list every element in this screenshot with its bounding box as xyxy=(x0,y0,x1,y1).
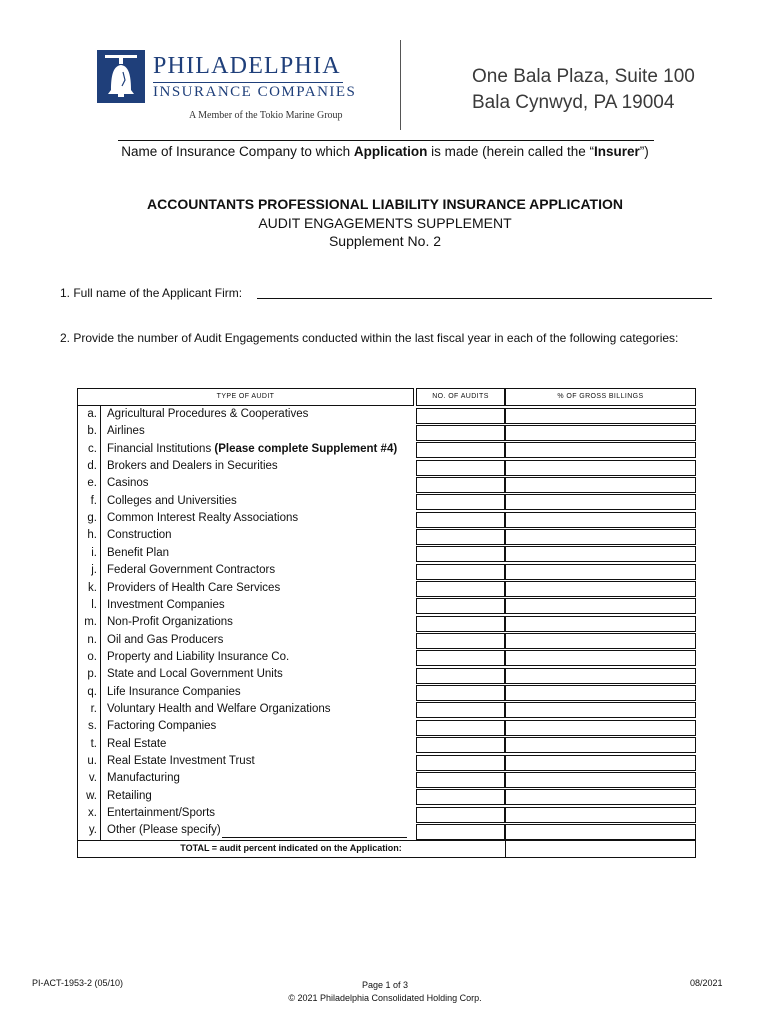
table-row xyxy=(77,424,414,441)
logo-subtitle: INSURANCE COMPANIES xyxy=(153,84,357,100)
row-label-text: Federal Government Contractors xyxy=(107,564,276,577)
row-label-note: (Please complete Supplement #4) xyxy=(214,442,398,455)
table-row xyxy=(77,685,414,702)
form-id: PI-ACT-1953-2 (05/10) xyxy=(32,978,124,988)
row-letter: k. xyxy=(88,581,97,594)
table-border-bottom xyxy=(77,857,505,858)
table-row xyxy=(77,823,414,840)
row-label-text: Oil and Gas Producers xyxy=(107,633,224,646)
header-no-of-audits: NO. OF AUDITS xyxy=(416,388,505,406)
row-letter: b. xyxy=(87,425,97,438)
row-label xyxy=(107,460,278,472)
pct-gross-billings-field[interactable] xyxy=(505,546,696,562)
row-label-text: Real Estate Investment Trust xyxy=(107,755,255,767)
insurer-name-field[interactable] xyxy=(118,140,654,141)
row-label xyxy=(107,616,233,628)
row-label xyxy=(107,477,149,489)
pct-gross-billings-field[interactable] xyxy=(505,789,696,805)
row-label xyxy=(107,738,166,750)
table-row xyxy=(77,581,414,598)
pct-gross-billings-field[interactable] xyxy=(505,442,696,458)
row-label xyxy=(107,720,216,732)
pct-gross-billings-field[interactable] xyxy=(505,737,696,753)
applicant-firm-name-field[interactable] xyxy=(257,298,712,299)
row-letter: n. xyxy=(87,633,97,646)
row-label-text: Other (Please specify) xyxy=(107,824,221,837)
row-letter: r. xyxy=(90,702,97,715)
insurer-label: Name of Insurance Company to which Application is made (herein called the “Insurer”) xyxy=(121,144,649,159)
row-label-text: Colleges and Universities xyxy=(107,494,237,507)
no-of-audits-field[interactable] xyxy=(416,633,505,649)
row-letter: o. xyxy=(87,650,97,663)
row-label xyxy=(107,495,237,507)
page-number: Page 1 of 3 xyxy=(361,980,409,990)
row-label-text: State and Local Government Units xyxy=(107,668,283,681)
no-of-audits-field[interactable] xyxy=(416,668,505,684)
table-row xyxy=(77,702,414,719)
row-letter: g. xyxy=(87,512,97,525)
row-label-text: Voluntary Health and Welfare Organizations xyxy=(107,702,331,715)
no-of-audits-field[interactable] xyxy=(416,477,505,493)
pct-gross-billings-field[interactable] xyxy=(505,772,696,788)
table-row xyxy=(77,563,414,580)
pct-gross-billings-field[interactable] xyxy=(505,408,696,424)
pct-gross-billings-field[interactable] xyxy=(505,668,696,684)
row-label-text: Benefit Plan xyxy=(107,546,170,559)
row-label-text: Manufacturing xyxy=(107,772,180,785)
question-2: 2. Provide the number of Audit Engagements conducted within the last fiscal year in each of the following categories: xyxy=(60,331,679,345)
row-letter: q. xyxy=(87,685,97,698)
row-letter: d. xyxy=(87,460,97,473)
pct-gross-billings-field[interactable] xyxy=(505,720,696,736)
row-letter: j. xyxy=(91,564,97,577)
copyright: © 2021 Philadelphia Consolidated Holding Corp. xyxy=(288,993,482,1003)
row-label xyxy=(107,668,283,680)
pct-gross-billings-field[interactable] xyxy=(505,425,696,441)
pct-gross-billings-field[interactable] xyxy=(505,564,696,580)
no-of-audits-field[interactable] xyxy=(416,494,505,510)
header-pct-gross-billings: % OF GROSS BILLINGS xyxy=(505,388,696,406)
table-row xyxy=(77,737,414,754)
page-title: ACCOUNTANTS PROFESSIONAL LIABILITY INSURANCE APPLICATION xyxy=(146,196,623,212)
row-letter: x. xyxy=(88,807,97,820)
table-row xyxy=(77,511,414,528)
header-type-of-audit: TYPE OF AUDIT xyxy=(77,388,414,406)
page-subtitle: AUDIT ENGAGEMENTS SUPPLEMENT xyxy=(258,215,512,231)
table-row xyxy=(77,667,414,684)
row-label xyxy=(107,547,169,559)
row-label xyxy=(107,512,298,524)
no-of-audits-field[interactable] xyxy=(416,564,505,580)
row-label-text: Non-Profit Organizations xyxy=(107,616,233,629)
supplement-number: Supplement No. 2 xyxy=(328,233,442,249)
row-label xyxy=(107,772,180,784)
row-label xyxy=(107,408,308,420)
row-label-text: Construction xyxy=(107,529,172,542)
row-letter: w. xyxy=(86,789,97,802)
row-letter: l. xyxy=(91,598,97,611)
pct-gross-billings-field[interactable] xyxy=(505,702,696,718)
table-row xyxy=(77,754,414,771)
row-letter: s. xyxy=(88,720,97,733)
row-label-text: Airlines xyxy=(107,425,145,438)
no-of-audits-field[interactable] xyxy=(416,720,505,736)
no-of-audits-field[interactable] xyxy=(416,772,505,788)
row-letter: u. xyxy=(87,755,97,767)
no-of-audits-field[interactable] xyxy=(416,581,505,597)
audit-table xyxy=(77,388,696,858)
table-row xyxy=(77,650,414,667)
row-label-text: Factoring Companies xyxy=(107,720,217,733)
row-label-text: Investment Companies xyxy=(107,598,225,611)
no-of-audits-field[interactable] xyxy=(416,737,505,753)
row-letter: c. xyxy=(88,442,97,455)
company-logo xyxy=(97,50,357,130)
pct-gross-billings-field[interactable] xyxy=(505,650,696,666)
no-of-audits-field[interactable] xyxy=(416,807,505,823)
no-of-audits-field[interactable] xyxy=(416,824,505,840)
total-label: TOTAL = audit percent indicated on the Application: xyxy=(180,843,402,853)
row-letter: h. xyxy=(87,529,97,542)
question-1: 1. Full name of the Applicant Firm: xyxy=(60,286,243,300)
table-row xyxy=(77,494,414,511)
liberty-bell-icon xyxy=(97,50,145,103)
table-row xyxy=(77,806,414,823)
row-label-text: Retailing xyxy=(107,789,152,802)
pct-gross-billings-field[interactable] xyxy=(505,807,696,823)
row-label xyxy=(107,599,225,611)
header-divider xyxy=(400,40,401,130)
table-row xyxy=(77,546,414,563)
row-label-text: Property and Liability Insurance Co. xyxy=(107,650,290,663)
pct-gross-billings-field[interactable] xyxy=(505,494,696,510)
table-row xyxy=(77,442,414,459)
table-row xyxy=(77,407,414,424)
pct-gross-billings-field[interactable] xyxy=(505,598,696,614)
table-row xyxy=(77,598,414,615)
logo-name: PHILADELPHIA xyxy=(153,53,341,79)
pct-gross-billings-field[interactable] xyxy=(505,460,696,476)
address-line-2: Bala Cynwyd, PA 19004 xyxy=(472,92,675,113)
row-label xyxy=(107,807,215,819)
row-label xyxy=(107,686,241,698)
row-label xyxy=(107,582,280,594)
row-label xyxy=(107,443,397,455)
logo-rule xyxy=(153,82,343,83)
no-of-audits-field[interactable] xyxy=(416,408,505,424)
table-row xyxy=(77,459,414,476)
pct-gross-billings-field[interactable] xyxy=(505,477,696,493)
no-of-audits-field[interactable] xyxy=(416,546,505,562)
no-of-audits-field[interactable] xyxy=(416,425,505,441)
total-pct-field[interactable] xyxy=(505,840,696,858)
pct-gross-billings-field[interactable] xyxy=(505,685,696,701)
no-of-audits-field[interactable] xyxy=(416,755,505,771)
table-row xyxy=(77,615,414,632)
pct-gross-billings-field[interactable] xyxy=(505,512,696,528)
row-letter: f. xyxy=(90,494,97,507)
no-of-audits-field[interactable] xyxy=(416,650,505,666)
row-label-text: Life Insurance Companies xyxy=(107,685,241,698)
row-label xyxy=(107,651,289,663)
address-line-1: One Bala Plaza, Suite 100 xyxy=(472,66,695,87)
table-row xyxy=(77,476,414,493)
no-of-audits-field[interactable] xyxy=(416,529,505,545)
table-row xyxy=(77,771,414,788)
row-letter: e. xyxy=(87,477,97,490)
row-letter: a. xyxy=(87,408,97,420)
row-letter: y. xyxy=(88,824,97,837)
row-label xyxy=(107,824,221,836)
row-letter: t. xyxy=(90,737,97,750)
row-label xyxy=(107,755,255,767)
pct-gross-billings-field[interactable] xyxy=(505,755,696,771)
pct-gross-billings-field[interactable] xyxy=(505,529,696,545)
row-label-text: Casinos xyxy=(107,477,149,490)
row-label xyxy=(107,634,223,646)
table-row xyxy=(77,719,414,736)
no-of-audits-field[interactable] xyxy=(416,616,505,632)
row-label-text: Providers of Health Care Services xyxy=(107,581,281,594)
table-row xyxy=(77,528,414,545)
other-specify-field[interactable] xyxy=(222,837,407,838)
pct-gross-billings-field[interactable] xyxy=(505,633,696,649)
row-label xyxy=(107,425,145,437)
no-of-audits-field[interactable] xyxy=(416,598,505,614)
no-of-audits-field[interactable] xyxy=(416,442,505,458)
row-letter: v. xyxy=(88,772,97,785)
table-row xyxy=(77,633,414,650)
row-label-text: Brokers and Dealers in Securities xyxy=(107,460,278,473)
no-of-audits-field[interactable] xyxy=(416,512,505,528)
row-label-text: Real Estate xyxy=(107,737,167,750)
row-letter: m. xyxy=(84,616,97,629)
row-letter: i. xyxy=(91,546,97,559)
row-label-text: Common Interest Realty Associations xyxy=(107,512,299,525)
revision-date: 08/2021 xyxy=(690,978,723,988)
row-letter: p. xyxy=(87,668,97,681)
row-label xyxy=(107,564,275,576)
no-of-audits-field[interactable] xyxy=(416,685,505,701)
row-label xyxy=(107,529,172,541)
row-label-text: Financial Institutions xyxy=(107,442,215,455)
no-of-audits-field[interactable] xyxy=(416,702,505,718)
row-label xyxy=(107,703,331,715)
row-label-text: Entertainment/Sports xyxy=(107,807,216,820)
no-of-audits-field[interactable] xyxy=(416,460,505,476)
logo-member-line: A Member of the Tokio Marine Group xyxy=(189,110,343,121)
row-label-text: Agricultural Procedures & Cooperatives xyxy=(107,408,309,420)
table-row xyxy=(77,789,414,806)
pct-gross-billings-field[interactable] xyxy=(505,824,696,840)
pct-gross-billings-field[interactable] xyxy=(505,581,696,597)
no-of-audits-field[interactable] xyxy=(416,789,505,805)
pct-gross-billings-field[interactable] xyxy=(505,616,696,632)
row-label xyxy=(107,790,152,802)
